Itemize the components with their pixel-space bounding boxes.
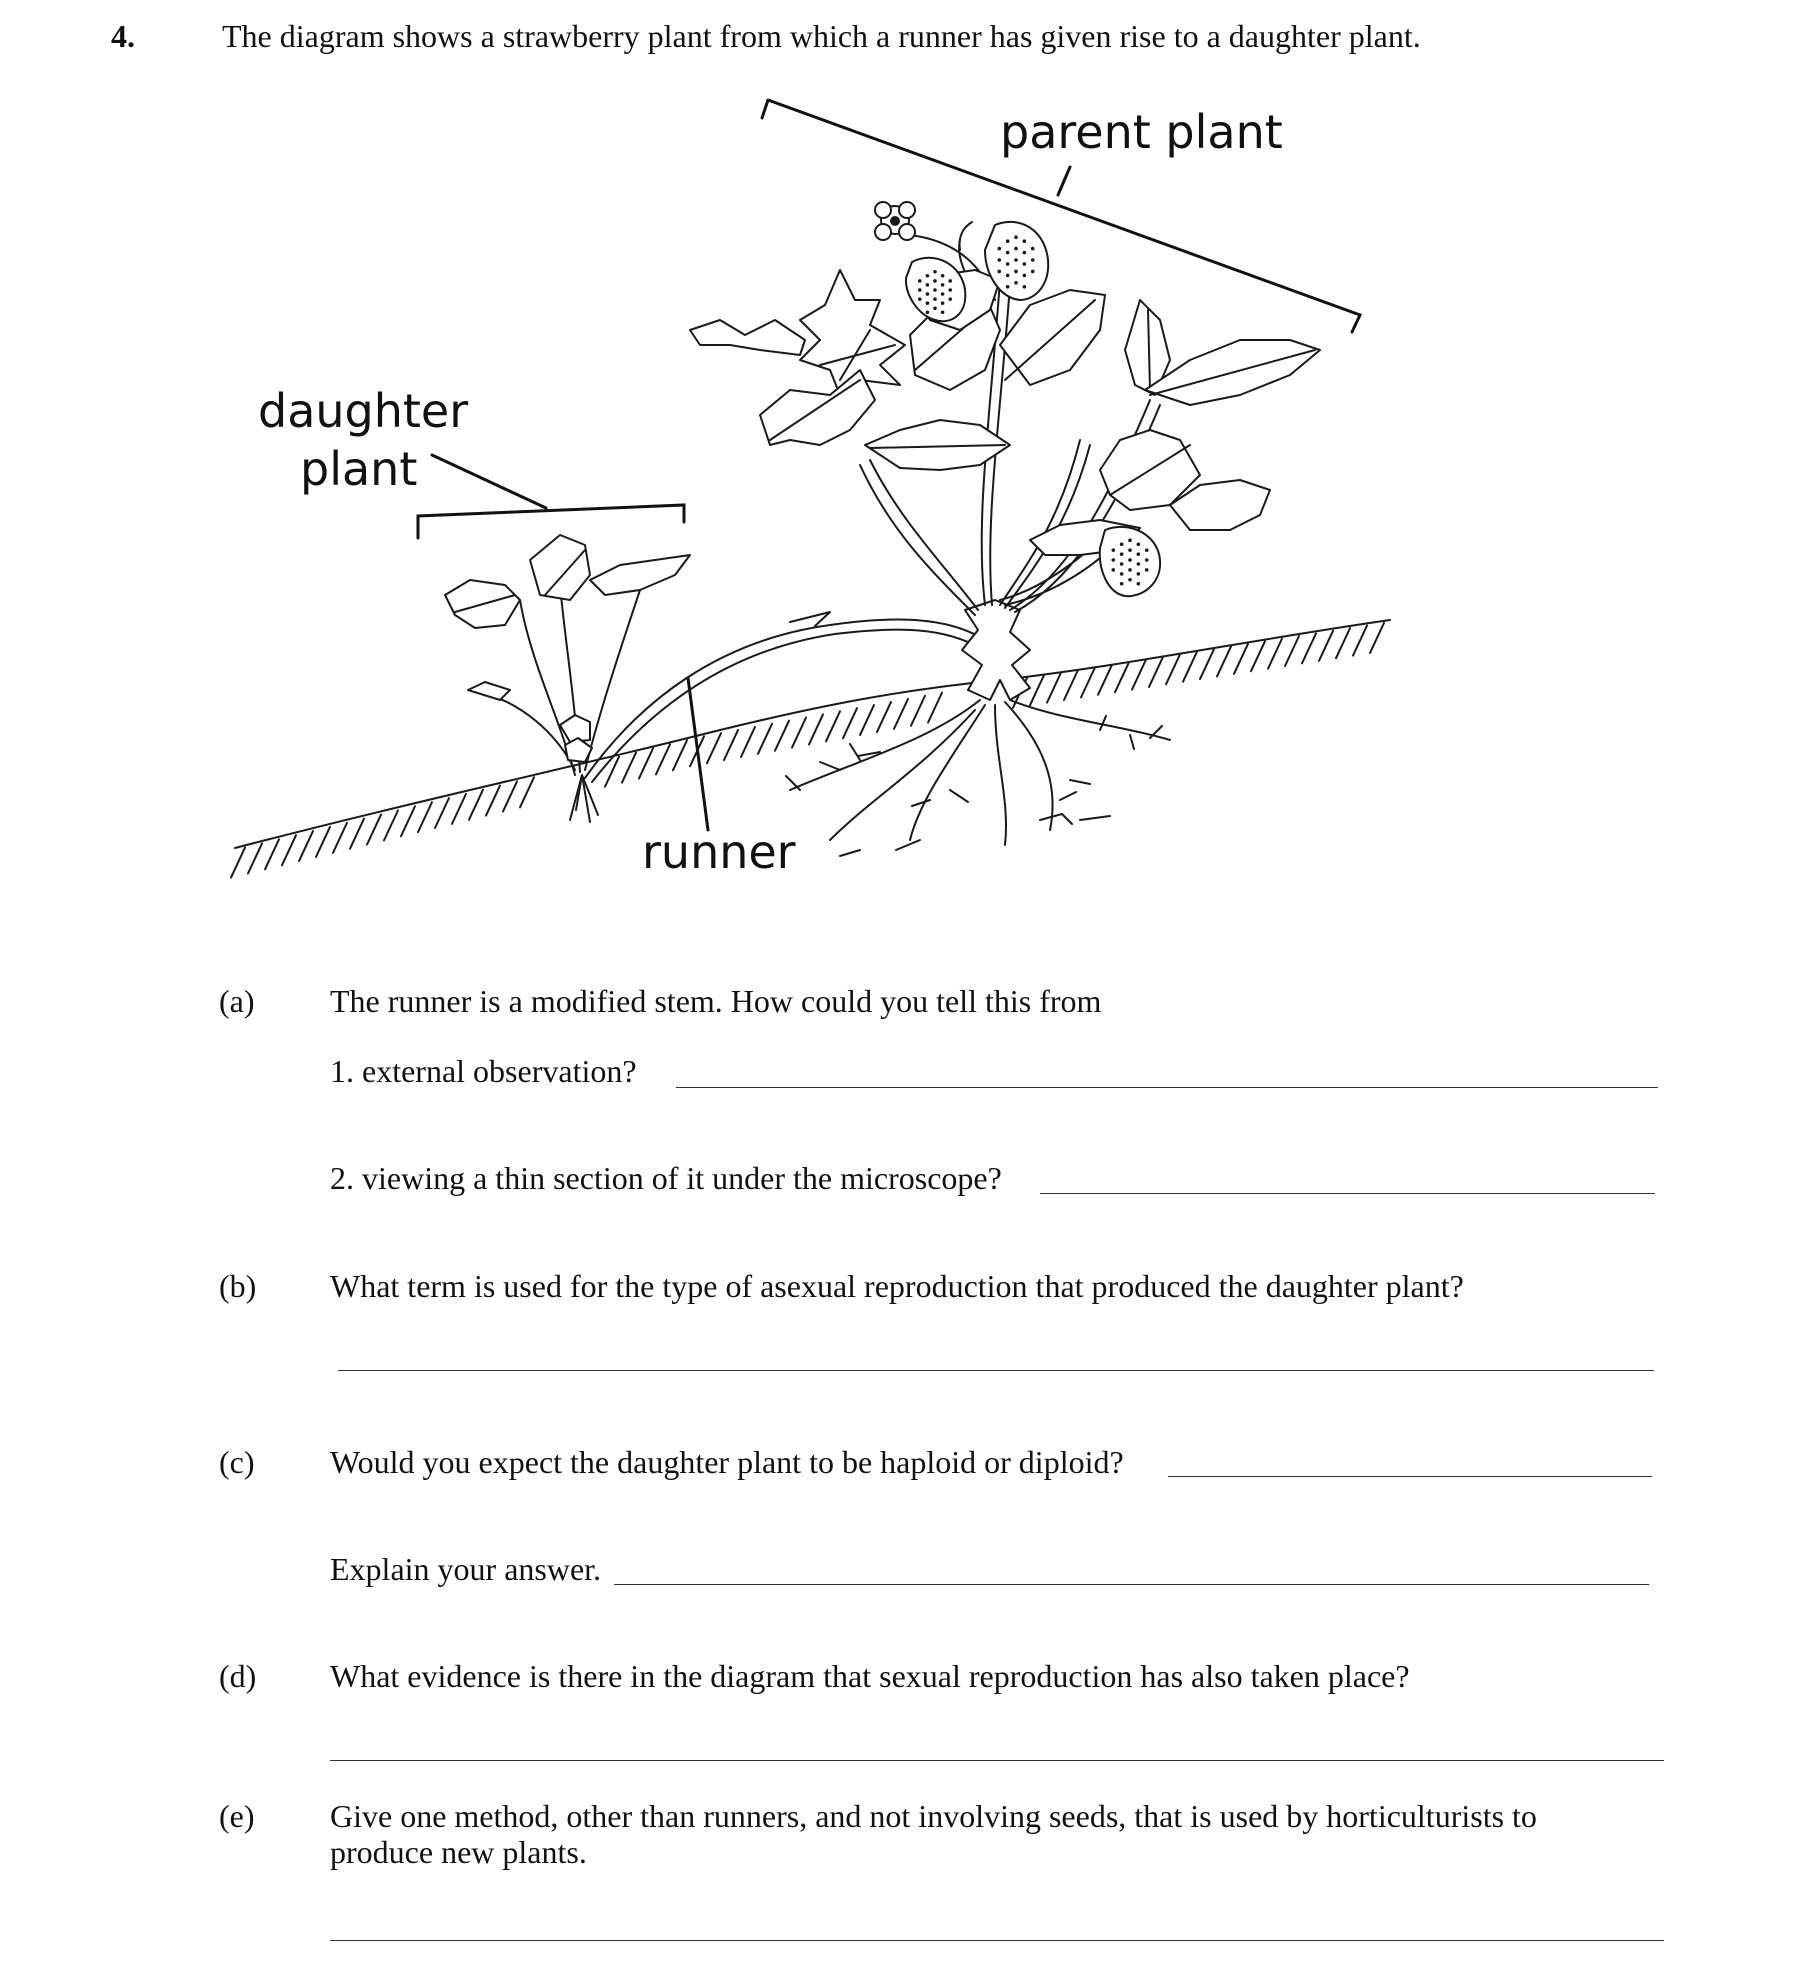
part-b-label: (b) xyxy=(219,1268,257,1304)
label-daughter-line1: daughter xyxy=(258,384,469,438)
strawberry-plant-diagram xyxy=(0,0,1818,900)
runner-stem xyxy=(585,620,985,778)
part-e-label: (e) xyxy=(219,1798,255,1834)
soil-surface xyxy=(231,620,1390,878)
parent-leaves xyxy=(690,270,1320,555)
part-a-sub2: 2. viewing a thin section of it under the microscope? xyxy=(330,1160,1002,1196)
daughter-plant-bracket xyxy=(418,455,684,538)
part-a-label: (a) xyxy=(219,983,255,1019)
label-parent-plant: parent plant xyxy=(1000,105,1283,159)
part-c-explain: Explain your answer. xyxy=(330,1551,602,1587)
part-d-text: What evidence is there in the diagram that sexual reproduction has also taken place? xyxy=(330,1658,1410,1694)
daughter-plant xyxy=(445,535,690,822)
part-b-text: What term is used for the type of asexual reproduction that produced the daughter plant? xyxy=(330,1268,1464,1304)
part-c-text: Would you expect the daughter plant to be haploid or diploid? xyxy=(330,1444,1124,1480)
answer-line-b[interactable] xyxy=(338,1370,1654,1371)
question-intro: The diagram shows a strawberry plant from which a runner has given rise to a daughter plant. xyxy=(222,18,1421,54)
label-runner: runner xyxy=(642,825,796,879)
answer-line-a2[interactable] xyxy=(1040,1193,1655,1194)
label-daughter-line2: plant xyxy=(300,442,418,496)
part-d-label: (d) xyxy=(219,1658,257,1694)
answer-line-c2[interactable] xyxy=(614,1584,1649,1585)
question-number: 4. xyxy=(111,18,135,54)
part-c-label: (c) xyxy=(219,1444,255,1480)
part-a-text: The runner is a modified stem. How could you tell this from xyxy=(330,983,1102,1019)
part-e-text-line1: Give one method, other than runners, and not involving seeds, that is used by horticulturists to xyxy=(330,1798,1537,1834)
answer-line-e[interactable] xyxy=(330,1940,1664,1941)
answer-line-c1[interactable] xyxy=(1168,1476,1652,1477)
runner-pointer xyxy=(688,678,708,830)
answer-line-a1[interactable] xyxy=(676,1087,1658,1088)
part-a-sub1: 1. external observation? xyxy=(330,1053,637,1089)
parent-roots xyxy=(786,700,1170,856)
flower xyxy=(875,202,915,240)
answer-line-d[interactable] xyxy=(330,1760,1664,1761)
part-e-text-line2: produce new plants. xyxy=(330,1834,587,1870)
parent-crown xyxy=(962,600,1030,700)
